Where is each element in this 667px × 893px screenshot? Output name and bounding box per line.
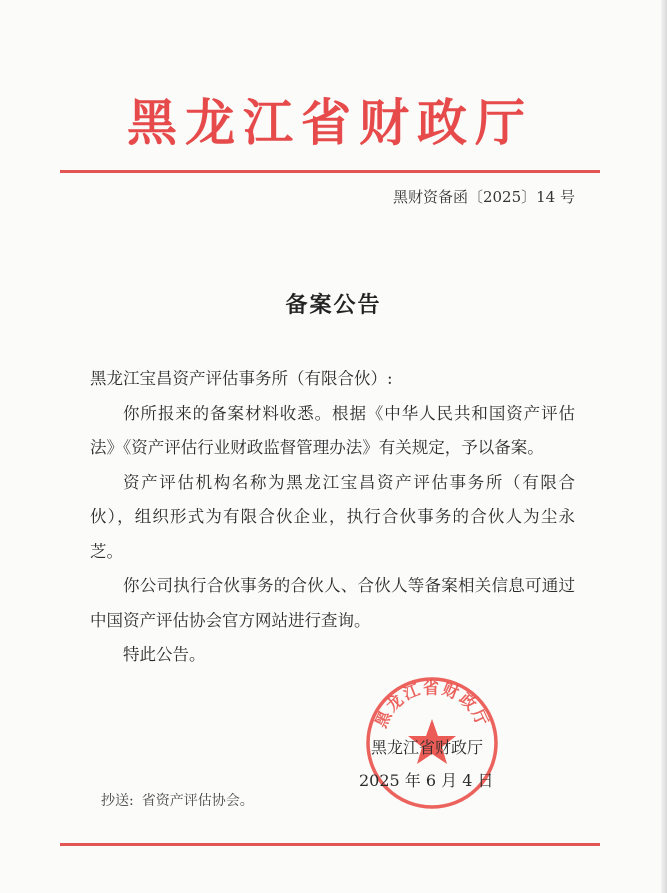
copy-to	[101, 790, 254, 810]
footer-rule	[60, 843, 600, 846]
document-number: 黑财资备函〔2025〕14 号	[392, 188, 575, 206]
scan-edge-shadow	[661, 0, 667, 893]
letterhead-title: 黑龙江省财政厅	[127, 94, 533, 152]
copy-to-label: 抄送:	[101, 793, 134, 809]
paragraph-basis: 你所报来的备案材料收悉。根据《中华人民共和国资产评估法》《资产评估行业财政监督管理办法》有关规定，予以备案。	[90, 403, 575, 457]
letterhead-rule	[60, 170, 600, 173]
seal-text: 黑龙江省财政厅	[371, 678, 493, 731]
copy-to-recipients: 省资产评估协会。	[141, 793, 254, 809]
paragraph-closing: 特此公告。	[123, 645, 206, 664]
notice-body	[90, 362, 575, 673]
paragraph-inquiry: 你公司执行合伙事务的合伙人、合伙人等备案相关信息可通过中国资产评估协会官方网站进行查询。	[90, 576, 575, 630]
issue-date: 2025 年 6 月 4 日	[359, 771, 494, 790]
paragraph-details: 资产评估机构名称为黑龙江宝昌资产评估事务所（有限合伙），组织形式为有限合伙企业，执行合伙事务的合伙人为尘永芝。	[90, 472, 575, 561]
addressee: 黑龙江宝昌资产评估事务所（有限合伙）:	[90, 369, 393, 388]
issuer-name: 黑龙江省财政厅	[371, 738, 484, 757]
notice-title: 备案公告	[285, 292, 382, 318]
